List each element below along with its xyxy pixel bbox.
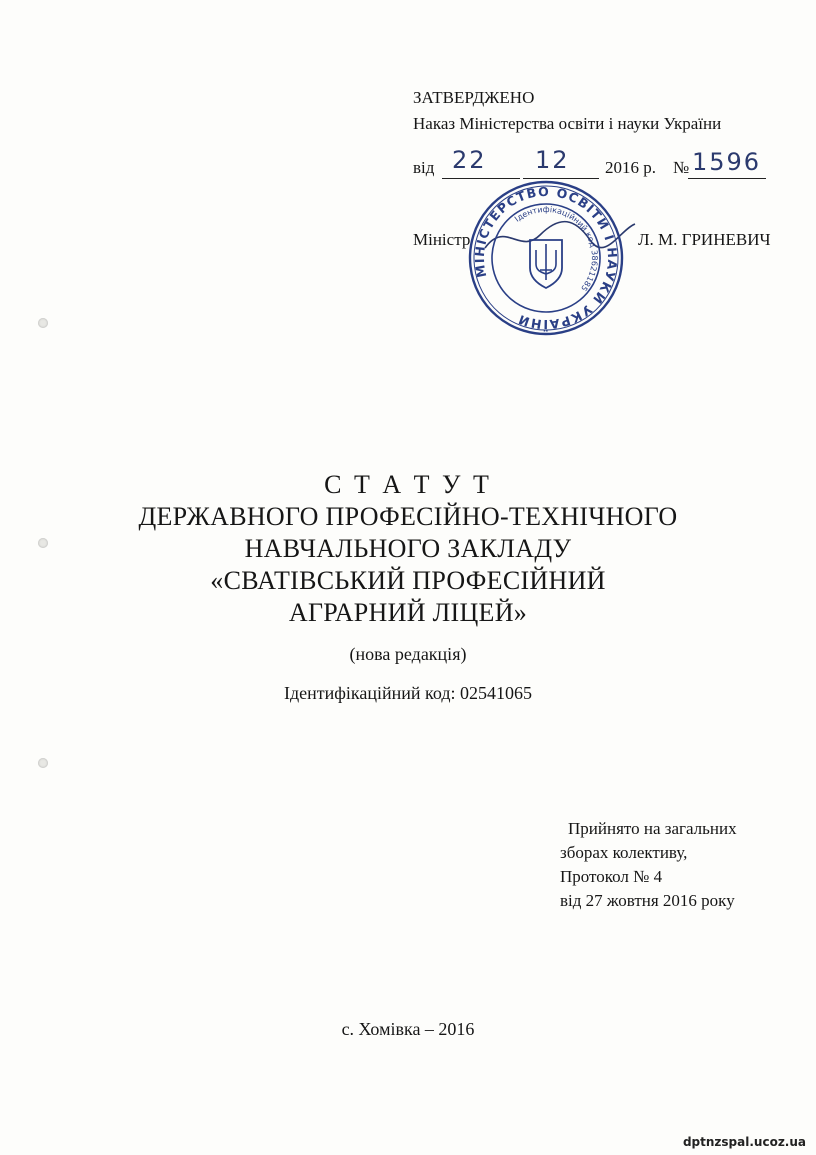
- minister-name: Л. М. ГРИНЕВИЧ: [638, 230, 771, 249]
- punch-hole: [38, 758, 48, 768]
- approval-day: 22: [452, 146, 487, 174]
- approval-year: 2016 р.: [605, 158, 656, 177]
- punch-hole: [38, 318, 48, 328]
- approval-order-number: 1596: [692, 148, 762, 176]
- identification-code: Ідентифікаційний код: 02541065: [283, 683, 533, 703]
- trident-icon: [530, 240, 562, 288]
- title-line-3: НАВЧАЛЬНОГО ЗАКЛАДУ: [244, 534, 572, 563]
- title-line-5: АГРАРНИЙ ЛІЦЕЙ»: [288, 598, 528, 627]
- title-line-4: «СВАТІВСЬКИЙ ПРОФЕСІЙНИЙ: [210, 566, 606, 595]
- site-watermark[interactable]: dptnzspal.ucoz.ua: [682, 1135, 806, 1149]
- approval-heading: ЗАТВЕРДЖЕНО: [413, 88, 535, 107]
- document-title: С Т А Т У Т: [324, 470, 492, 499]
- approval-number-sign: №: [673, 158, 690, 177]
- adopted-line-1: Прийнято на загальних: [568, 819, 737, 838]
- official-seal: [466, 178, 626, 338]
- adopted-date: від 27 жовтня 2016 року: [560, 891, 735, 910]
- seal-outer-text: МІНІСТЕРСТВО ОСВІТИ І НАУКИ УКРАЇНИ: [471, 183, 621, 333]
- approval-month: 12: [535, 146, 570, 174]
- number-underline: [688, 178, 766, 179]
- approval-date-prefix: від: [413, 158, 435, 177]
- approval-order-line: Наказ Міністерства освіти і науки України: [413, 114, 722, 133]
- adopted-line-2: зборах колективу,: [560, 843, 688, 862]
- minister-label: Міністр: [413, 230, 471, 249]
- title-line-2: ДЕРЖАВНОГО ПРОФЕСІЙНО-ТЕХНІЧНОГО: [138, 502, 678, 531]
- adopted-protocol: Протокол № 4: [560, 867, 663, 886]
- edition-note: (нова редакція): [349, 644, 467, 664]
- seal-inner-text: Ідентифікаційний код 38621185: [512, 204, 600, 293]
- place-year: с. Хомівка – 2016: [341, 1019, 475, 1039]
